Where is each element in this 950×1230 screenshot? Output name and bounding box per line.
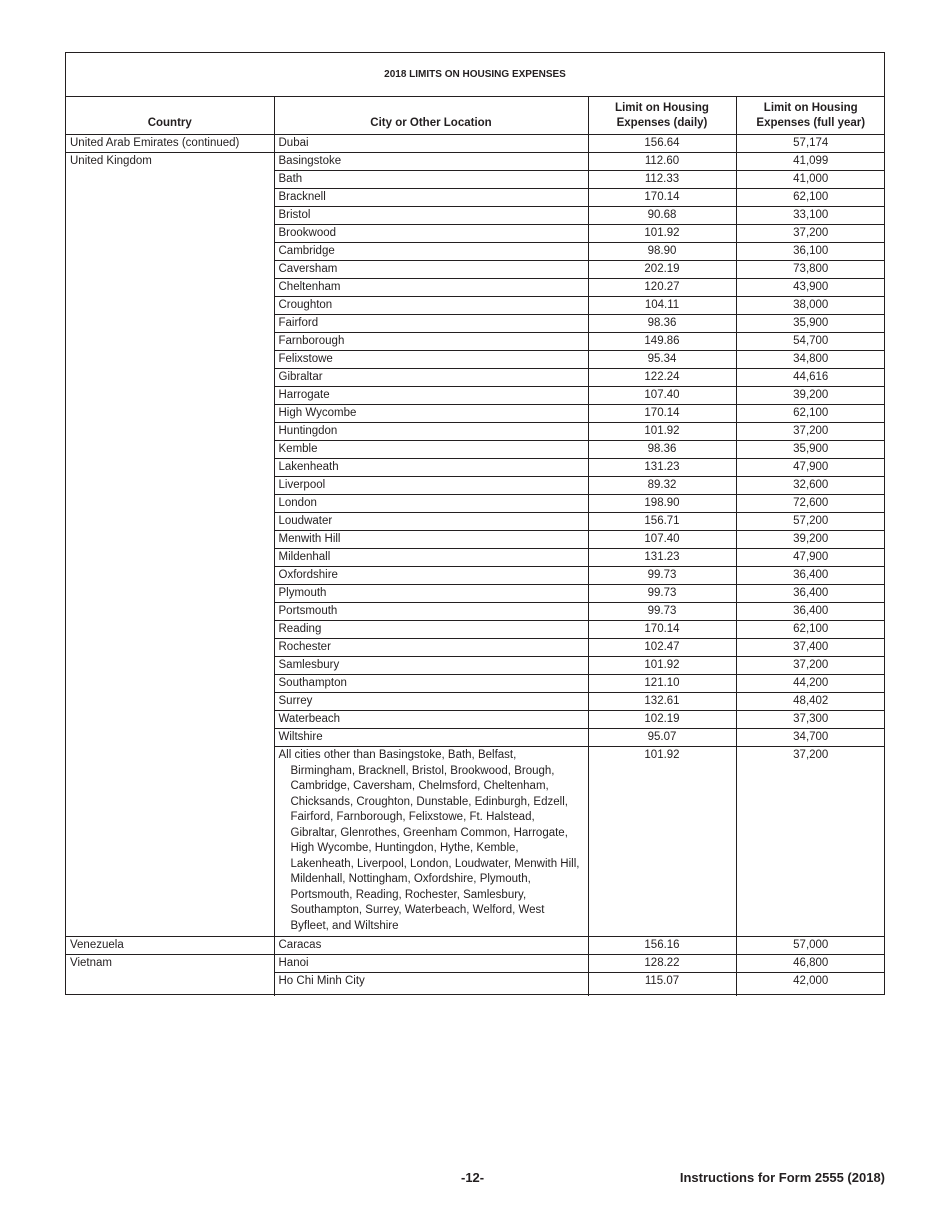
country-cell	[66, 207, 274, 225]
country-cell	[66, 621, 274, 639]
city-cell: Lakenheath	[274, 459, 588, 477]
table-row	[66, 279, 885, 297]
table-row	[66, 405, 885, 423]
year-limit-cell: 57,200	[736, 513, 885, 531]
country-cell	[66, 657, 274, 675]
daily-limit-cell: 156.16	[588, 937, 736, 955]
year-limit-cell: 37,200	[736, 657, 885, 675]
city-cell: Wiltshire	[274, 729, 588, 747]
city-cell: Mildenhall	[274, 549, 588, 567]
daily-limit-cell: 170.14	[588, 405, 736, 423]
year-limit-cell: 37,200	[736, 747, 885, 937]
daily-limit-cell: 128.22	[588, 955, 736, 973]
year-limit-cell: 36,400	[736, 603, 885, 621]
table-row	[66, 585, 885, 603]
year-limit-cell: 35,900	[736, 315, 885, 333]
country-cell	[66, 603, 274, 621]
table-row	[66, 567, 885, 585]
year-limit-cell: 62,100	[736, 405, 885, 423]
city-cell: Liverpool	[274, 477, 588, 495]
country-cell	[66, 585, 274, 603]
daily-limit-cell: 122.24	[588, 369, 736, 387]
country-cell	[66, 315, 274, 333]
year-limit-cell: 38,000	[736, 297, 885, 315]
city-cell: Surrey	[274, 693, 588, 711]
table-row	[66, 135, 885, 153]
table-body	[66, 135, 885, 996]
table-row	[66, 333, 885, 351]
city-cell: Cheltenham	[274, 279, 588, 297]
table-row	[66, 189, 885, 207]
daily-limit-cell: 120.27	[588, 279, 736, 297]
year-limit-cell: 62,100	[736, 189, 885, 207]
daily-limit-cell: 121.10	[588, 675, 736, 693]
daily-limit-cell: 95.34	[588, 351, 736, 369]
year-limit-cell: 42,000	[736, 973, 885, 996]
country-cell	[66, 441, 274, 459]
daily-limit-cell: 95.07	[588, 729, 736, 747]
daily-limit-cell: 149.86	[588, 333, 736, 351]
table-row-uk-other	[66, 747, 885, 937]
year-limit-cell: 37,200	[736, 423, 885, 441]
daily-limit-cell: 101.92	[588, 225, 736, 243]
city-cell: Bath	[274, 171, 588, 189]
year-limit-cell: 54,700	[736, 333, 885, 351]
country-cell	[66, 297, 274, 315]
city-cell: Caracas	[274, 937, 588, 955]
daily-limit-cell: 104.11	[588, 297, 736, 315]
table-row	[66, 513, 885, 531]
daily-limit-cell: 102.19	[588, 711, 736, 729]
table-row	[66, 387, 885, 405]
year-limit-cell: 41,000	[736, 171, 885, 189]
country-cell	[66, 495, 274, 513]
daily-limit-cell: 99.73	[588, 585, 736, 603]
country-cell	[66, 189, 274, 207]
year-limit-cell: 36,400	[736, 567, 885, 585]
table-row	[66, 225, 885, 243]
year-limit-cell: 48,402	[736, 693, 885, 711]
year-limit-cell: 57,174	[736, 135, 885, 153]
table-row	[66, 621, 885, 639]
city-cell: Basingstoke	[274, 153, 588, 171]
city-cell: Brookwood	[274, 225, 588, 243]
country-cell	[66, 973, 274, 996]
page-number: -12-	[461, 1170, 485, 1185]
table-row	[66, 549, 885, 567]
country-cell	[66, 729, 274, 747]
city-cell: Cambridge	[274, 243, 588, 261]
daily-limit-cell: 115.07	[588, 973, 736, 996]
daily-limit-cell: 101.92	[588, 657, 736, 675]
city-cell: Waterbeach	[274, 711, 588, 729]
year-limit-cell: 36,100	[736, 243, 885, 261]
table-row	[66, 369, 885, 387]
table-row	[66, 937, 885, 955]
header-city: City or Other Location	[274, 97, 588, 135]
header-daily-limit: Limit on Housing Expenses (daily)	[588, 97, 736, 135]
year-limit-cell: 44,616	[736, 369, 885, 387]
daily-limit-cell: 99.73	[588, 603, 736, 621]
year-limit-cell: 47,900	[736, 459, 885, 477]
daily-limit-cell: 98.36	[588, 315, 736, 333]
daily-limit-cell: 90.68	[588, 207, 736, 225]
country-cell	[66, 279, 274, 297]
year-limit-cell: 44,200	[736, 675, 885, 693]
city-cell: Loudwater	[274, 513, 588, 531]
daily-limit-cell: 156.71	[588, 513, 736, 531]
year-limit-cell: 37,200	[736, 225, 885, 243]
city-cell-other-locations	[274, 747, 588, 937]
daily-limit-cell: 112.33	[588, 171, 736, 189]
year-limit-cell: 46,800	[736, 955, 885, 973]
city-cell: High Wycombe	[274, 405, 588, 423]
city-cell: Southampton	[274, 675, 588, 693]
daily-limit-cell: 131.23	[588, 459, 736, 477]
country-cell	[66, 567, 274, 585]
table-row	[66, 315, 885, 333]
housing-limits-frame	[65, 52, 885, 995]
city-cell: Harrogate	[274, 387, 588, 405]
year-limit-cell: 57,000	[736, 937, 885, 955]
daily-limit-cell: 98.90	[588, 243, 736, 261]
country-cell	[66, 351, 274, 369]
city-cell: Farnborough	[274, 333, 588, 351]
country-cell	[66, 261, 274, 279]
year-limit-cell: 62,100	[736, 621, 885, 639]
year-limit-cell: 34,800	[736, 351, 885, 369]
country-cell	[66, 747, 274, 937]
table-row	[66, 495, 885, 513]
daily-limit-cell: 101.92	[588, 747, 736, 937]
table-row	[66, 441, 885, 459]
daily-limit-cell: 170.14	[588, 621, 736, 639]
country-cell: United Arab Emirates (continued)	[66, 135, 274, 153]
city-cell: Portsmouth	[274, 603, 588, 621]
year-limit-cell: 35,900	[736, 441, 885, 459]
country-cell	[66, 243, 274, 261]
year-limit-cell: 73,800	[736, 261, 885, 279]
table-title: 2018 LIMITS ON HOUSING EXPENSES	[66, 53, 884, 97]
city-cell: Samlesbury	[274, 657, 588, 675]
table-row	[66, 351, 885, 369]
year-limit-cell: 37,300	[736, 711, 885, 729]
year-limit-cell: 39,200	[736, 531, 885, 549]
header-country: Country	[66, 97, 274, 135]
country-cell	[66, 423, 274, 441]
country-cell	[66, 531, 274, 549]
country-cell	[66, 639, 274, 657]
city-cell: Oxfordshire	[274, 567, 588, 585]
city-cell: Felixstowe	[274, 351, 588, 369]
country-cell	[66, 513, 274, 531]
table-row	[66, 459, 885, 477]
table-row	[66, 639, 885, 657]
city-cell: Caversham	[274, 261, 588, 279]
daily-limit-cell: 112.60	[588, 153, 736, 171]
city-cell: Kemble	[274, 441, 588, 459]
table-row	[66, 955, 885, 973]
country-cell	[66, 675, 274, 693]
city-cell: Gibraltar	[274, 369, 588, 387]
country-cell	[66, 405, 274, 423]
country-cell	[66, 459, 274, 477]
year-limit-cell: 37,400	[736, 639, 885, 657]
city-cell: Dubai	[274, 135, 588, 153]
city-cell: Bracknell	[274, 189, 588, 207]
daily-limit-cell: 89.32	[588, 477, 736, 495]
year-limit-cell: 33,100	[736, 207, 885, 225]
other-locations-first-line: All cities other than Basingstoke, Bath, Belfast,	[278, 749, 517, 761]
table-row	[66, 675, 885, 693]
city-cell: Bristol	[274, 207, 588, 225]
year-limit-cell: 47,900	[736, 549, 885, 567]
year-limit-cell: 34,700	[736, 729, 885, 747]
city-cell: Fairford	[274, 315, 588, 333]
country-cell	[66, 477, 274, 495]
year-limit-cell: 41,099	[736, 153, 885, 171]
table-row	[66, 243, 885, 261]
header-year-limit: Limit on Housing Expenses (full year)	[736, 97, 885, 135]
table-row	[66, 477, 885, 495]
country-cell	[66, 711, 274, 729]
table-row	[66, 153, 885, 171]
city-cell: Ho Chi Minh City	[274, 973, 588, 996]
country-cell: Vietnam	[70, 957, 112, 969]
country-cell	[66, 333, 274, 351]
header-row	[66, 97, 885, 135]
table-row	[66, 261, 885, 279]
daily-limit-cell: 198.90	[588, 495, 736, 513]
daily-limit-cell: 170.14	[588, 189, 736, 207]
daily-limit-cell: 132.61	[588, 693, 736, 711]
daily-limit-cell: 156.64	[588, 135, 736, 153]
table-row	[66, 711, 885, 729]
city-cell: Hanoi	[274, 955, 588, 973]
table-row	[66, 729, 885, 747]
daily-limit-cell: 98.36	[588, 441, 736, 459]
table-row	[66, 973, 885, 996]
country-cell	[66, 549, 274, 567]
city-cell: London	[274, 495, 588, 513]
daily-limit-cell: 107.40	[588, 531, 736, 549]
country-cell	[66, 693, 274, 711]
city-cell: Rochester	[274, 639, 588, 657]
city-cell: Huntingdon	[274, 423, 588, 441]
city-cell: Croughton	[274, 297, 588, 315]
daily-limit-cell: 107.40	[588, 387, 736, 405]
table-row	[66, 423, 885, 441]
country-cell: United Kingdom	[70, 155, 152, 167]
table-row	[66, 657, 885, 675]
daily-limit-cell: 101.92	[588, 423, 736, 441]
year-limit-cell: 36,400	[736, 585, 885, 603]
country-cell: Venezuela	[66, 937, 274, 955]
city-cell: Menwith Hill	[274, 531, 588, 549]
city-cell: Reading	[274, 621, 588, 639]
year-limit-cell: 32,600	[736, 477, 885, 495]
table-row	[66, 297, 885, 315]
country-cell	[66, 369, 274, 387]
table-row	[66, 531, 885, 549]
country-cell	[66, 225, 274, 243]
daily-limit-cell: 131.23	[588, 549, 736, 567]
housing-limits-table	[66, 97, 885, 996]
daily-limit-cell: 202.19	[588, 261, 736, 279]
other-locations-list: Birmingham, Bracknell, Bristol, Brookwood, Brough, Cambridge, Caversham, Chelmsford, Cheltenham, Chicksands, Croughton, Dunstable, Edinburgh, Edzell, Fairford, Farnborough, Felixstowe, Ft. Halstead, Gibraltar, Glenrothes, Greenham Common, Harrogate, High Wycombe, Huntingdon, Hythe, Kemble, Lakenheath, Liverpool, London, Loudwater, Menwith Hill, Mildenhall, Nottingham, Oxfordshire, Plymouth, Portsmouth, Reading, Rochester, Samlesbury, Southampton, Surrey, Waterbeach, Welford, West Byfleet, and Wiltshire	[290, 764, 580, 932]
year-limit-cell: 72,600	[736, 495, 885, 513]
country-cell	[66, 387, 274, 405]
city-cell: Plymouth	[274, 585, 588, 603]
footer-form-title: Instructions for Form 2555 (2018)	[679, 1170, 885, 1185]
country-cell	[66, 171, 274, 189]
year-limit-cell: 39,200	[736, 387, 885, 405]
year-limit-cell: 43,900	[736, 279, 885, 297]
table-row	[66, 207, 885, 225]
table-row	[66, 603, 885, 621]
table-row	[66, 171, 885, 189]
table-row	[66, 693, 885, 711]
daily-limit-cell: 102.47	[588, 639, 736, 657]
daily-limit-cell: 99.73	[588, 567, 736, 585]
